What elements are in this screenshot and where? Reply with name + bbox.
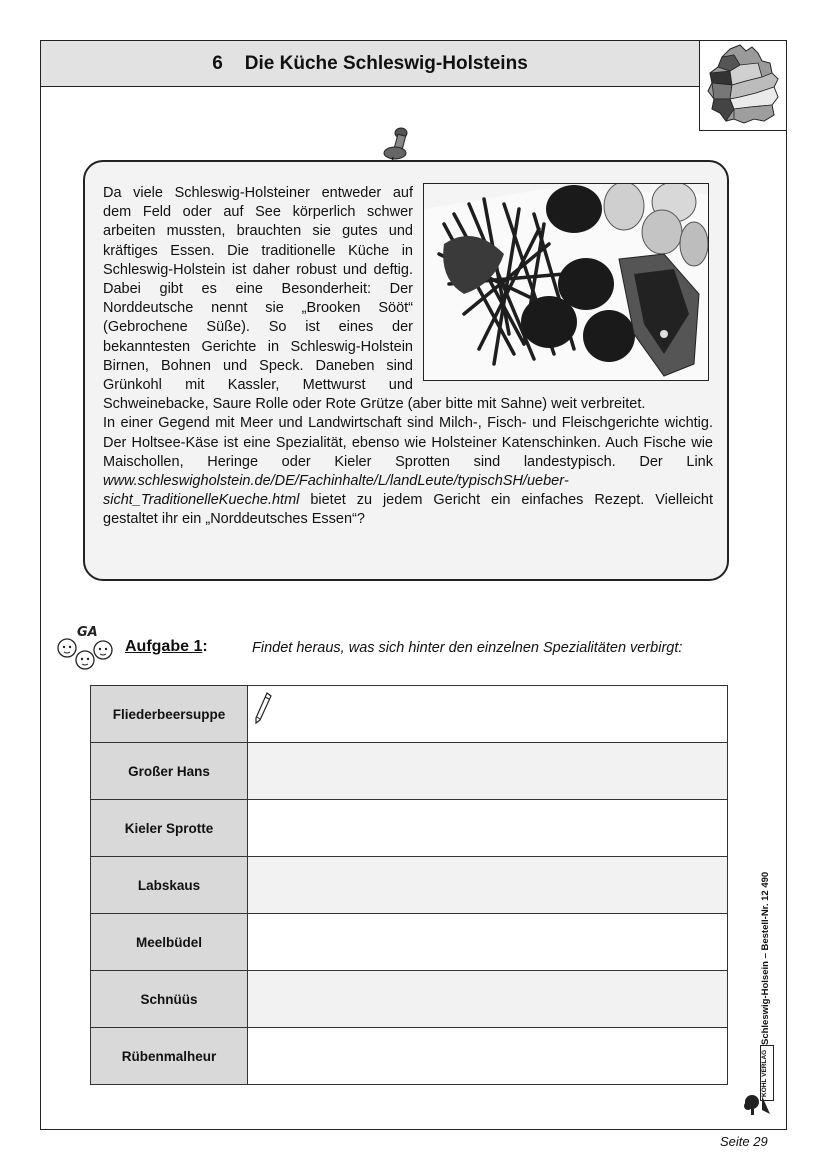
order-number-text: Schleswig-Holsein – Bestell-Nr. 12 490: [760, 871, 771, 1045]
answer-field[interactable]: [248, 1028, 728, 1085]
info-paragraph-1: Da viele Schleswig-Holsteiner entweder auf dem Feld oder auf See körperlich schwer arbeiten mussten, brauchten sie gutes und kräftiges Essen. Die traditionelle Küche in Schleswig-Holstein ist daher robust und deftig. Dabei gibt es eine Besonderheit: Der Norddeutsche nennt sie „Brooken Sööt“ (Gebrochene Süße). So ist eines der bekanntesten Gerichte in Schleswig-Holstein Birnen, Bohnen und Speck. Daneben sind Grünkohl mit Kassler, Mettwurst und Schweinebacke, Saure Rolle oder Rote Grütze (aber bitte mit Sahne) weit verbreitet.: [103, 185, 646, 413]
food-photo: [423, 183, 709, 381]
specialty-label: Meelbüdel: [91, 914, 248, 971]
svg-text:GA: GA: [77, 625, 98, 640]
answer-field[interactable]: [248, 971, 728, 1028]
table-row: [91, 1028, 728, 1085]
answer-field[interactable]: [248, 800, 728, 857]
info-paragraph-2: In einer Gegend mit Meer und Landwirtschaft sind Milch-, Fisch- und Fleischgerichte wichtig. Der Holtsee-Käse ist eine Spezialität, ebenso wie Holsteiner Katenschinken. Auch Fische wie Maischollen, Heringe oder Kieler Sprotten sind landestypisch. Der Link www.schleswigholstein.de/DE/Fachinhalte/L/landLeute/typischSH/uebersicht_TraditionelleKueche.html bietet zu jedem Gericht ein einfaches Rezept. Vielleicht gestaltet ihr ein „Norddeutsches Essen“?: [103, 415, 713, 528]
task-label: Aufgabe 1:: [125, 638, 208, 655]
table-row: [91, 800, 728, 857]
recipe-link[interactable]: www.schleswigholstein.de/DE/Fachinhalte/L/landLeute/typischSH/uebersicht_TraditionelleKueche.html: [103, 473, 569, 509]
specialty-label: Großer Hans: [91, 743, 248, 800]
table-row: [91, 971, 728, 1028]
chapter-header: [40, 40, 700, 87]
specialty-label: Fliederbeersuppe: [91, 686, 248, 743]
answer-field[interactable]: [248, 686, 728, 743]
answer-field[interactable]: [248, 857, 728, 914]
specialty-label: Rübenmalheur: [91, 1028, 248, 1085]
table-row: [91, 686, 728, 743]
task-instruction: Findet heraus, was sich hinter den einzelnen Spezialitäten verbirgt:: [252, 640, 683, 656]
publisher-logo: KOHL VERLAG: [760, 1045, 774, 1101]
table-row: [91, 743, 728, 800]
chapter-number: 6: [212, 52, 223, 74]
table-row: [91, 857, 728, 914]
answer-field[interactable]: [248, 914, 728, 971]
page-number: Seite 29: [720, 1134, 768, 1149]
page-title: Die Küche Schleswig-Holsteins: [244, 52, 528, 74]
specialties-table: [90, 685, 728, 1085]
germany-map-icon: [699, 40, 787, 131]
answer-field[interactable]: [248, 743, 728, 800]
group-work-icon: [55, 620, 119, 676]
task-header: [55, 620, 785, 676]
specialty-label: Labskaus: [91, 857, 248, 914]
info-box: [83, 160, 729, 581]
table-row: [91, 914, 728, 971]
specialty-label: Kieler Sprotte: [91, 800, 248, 857]
tree-logo-icon: [742, 1092, 772, 1116]
pencil-icon: [254, 692, 272, 726]
specialty-label: Schnüüs: [91, 971, 248, 1028]
